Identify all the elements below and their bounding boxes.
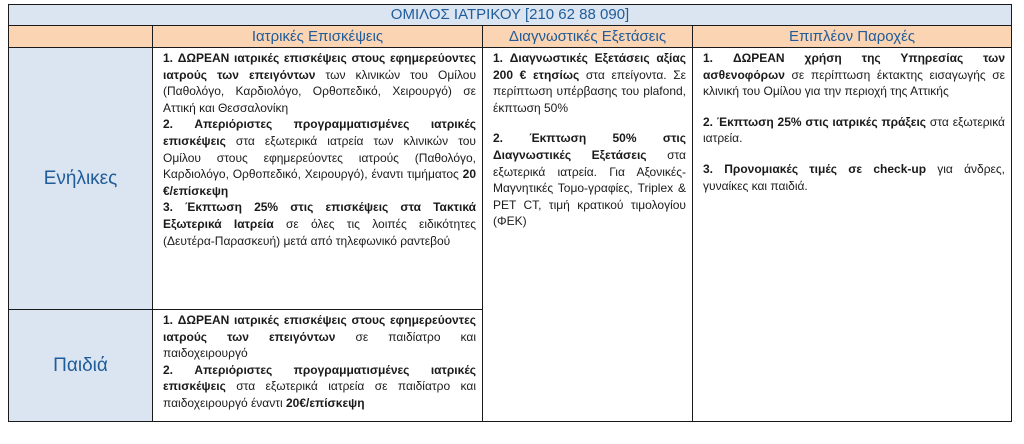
table-title: ΟΜΙΛΟΣ ΙΑΤΡΙΚΟΥ [210 62 88 090] <box>9 5 1012 26</box>
children-visit-item-1: 1. ΔΩΡΕΑΝ ιατρικές επισκέψεις στους εφημερεύοντες ιατρούς των επειγόντων σε παιδίατρο και παιδοχειρουργό <box>163 313 477 361</box>
header-corner <box>9 26 153 48</box>
extras-cell <box>693 48 1012 422</box>
header-extra-benefits: Επιπλέον Παροχές <box>693 26 1012 48</box>
children-visit-item-2: 2. Απεριόριστες προγραμματισμένες ιατρικές επισκέψεις στα εξωτερικά ιατρεία σε παιδίατρο και παιδοχειρουργό έναντι 20€/επίσκεψη <box>163 362 476 410</box>
adults-visits-cell <box>153 48 483 310</box>
children-visits-cell <box>153 310 483 422</box>
diagnostics-item-1: 1. Διαγνωστικές Εξετάσεις αξίας 200 € ετησίως στα επείγοντα. Σε περίπτωση υπέρβασης του plafond, έκπτωση 50% <box>493 51 686 115</box>
extras-item-2: 2. Έκπτωση 25% στις ιατρικές πράξεις στα εξωτερικά ιατρεία. <box>703 114 1005 146</box>
adults-visit-item-1: 1. ΔΩΡΕΑΝ ιατρικές επισκέψεις στους εφημερεύοντες ιατρούς των επειγόντων των κλινικών του Ομίλου (Παθολόγο, Καρδιολόγο, Ορθοπεδικό, Χειρουργό) σε Αττική και Θεσσαλονίκη <box>163 51 477 115</box>
diagnostics-cell <box>483 48 693 422</box>
row-label-adults: Ενήλικες <box>9 48 153 310</box>
extras-item-3: 3. Προνομιακές τιμές σε check-up για άνδρες, γυναίκες και παιδιά. <box>703 161 1005 193</box>
adults-visit-item-3: 3. Έκπτωση 25% στις επισκέψεις στα Τακτικά Εξωτερικά Ιατρεία σε όλες τις λοιπές ειδικότητες (Δευτέρα-Παρασκευή) μετά από τηλεφωνικό ραντεβού <box>163 200 477 248</box>
header-medical-visits: Ιατρικές Επισκέψεις <box>153 26 483 48</box>
benefits-table <box>8 4 1012 422</box>
header-diagnostic-tests: Διαγνωστικές Εξετάσεις <box>483 26 693 48</box>
adults-visit-item-2: 2. Απεριόριστες προγραμματισμένες ιατρικές επισκέψεις στα εξωτερικά ιατρεία των κλινικών του Ομίλου στους εφημερεύοντες ιατρούς (Παθολόγο, Καρδιολόγο, Ορθοπεδικό, Χειρουργό), έναντι τιμήματος 20 €/επίσκεψη <box>163 117 476 198</box>
extras-item-1: 1. ΔΩΡΕΑΝ χρήση της Υπηρεσίας των ασθενοφόρων σε περίπτωση έκτακτης εισαγωγής σε κλινική του Ομίλου για την περιοχή της Αττικής <box>703 51 1005 99</box>
diagnostics-item-2: 2. Έκπτωση 50% στις Διαγνωστικές Εξετάσεις στα εξωτερικά ιατρεία. Για Αξονικές-Μαγνητικές Τομο-γραφίες, Triplex & PET CT, τιμή κρατικού τιμολογίου (ΦΕΚ) <box>493 131 686 229</box>
row-label-children: Παιδιά <box>9 310 153 422</box>
